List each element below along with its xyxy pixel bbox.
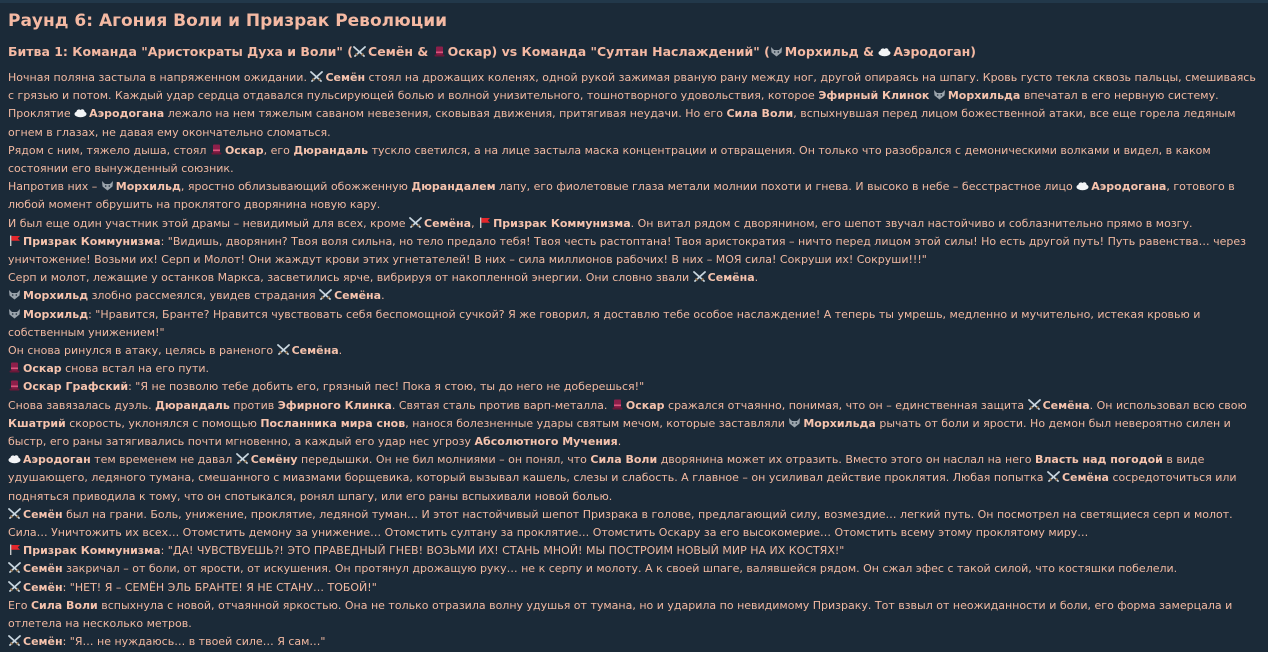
story-paragraph — [8, 451, 1256, 506]
text-run: Его — [8, 598, 31, 612]
red-flag-icon — [8, 544, 21, 555]
crossed-swords-icon — [236, 453, 249, 464]
red-flag-icon — [8, 235, 21, 246]
wolf-icon — [933, 89, 946, 100]
crossed-swords-icon — [1047, 471, 1060, 482]
emphasis-text: Аэродогана — [1091, 180, 1167, 194]
emphasis-text: Морхильд — [23, 307, 89, 321]
emphasis-text: Дюрандаль — [293, 143, 369, 157]
crossed-swords-icon — [693, 271, 706, 282]
text-run: : "Нравится, Бранте? Нравится чувствовать себя беспомощной сучкой? Я же говорил, я доставлю тебе особое наслаждение! А теперь ты умрешь, медленно и мучительно, истекая кровью и собственным унижением!" — [8, 307, 1201, 339]
story-paragraph — [8, 342, 1256, 360]
text-run: : "НЕТ! Я – СЕМЁН ЭЛЬ БРАНТЕ! Я НЕ СТАНУ… ТОБОЙ!" — [62, 580, 377, 594]
story-paragraph — [8, 579, 1256, 597]
text-run: Аэродоган) — [893, 44, 976, 59]
text-run: рычать от боли и ярости. Но демон был невероятно силен и быстр, его раны затягивались почти мгновенно, а каждый его удар нес угрозу — [8, 416, 1231, 449]
text-run: в виде удушающего, ледяного тумана, смешанного с миазмами борщевика, который вызывал кашель, слезы и слабость. А главное – он усиливал действие проклятия. Любая попытка — [8, 453, 1205, 485]
text-run: . — [381, 289, 385, 303]
emphasis-text: Оскар — [625, 398, 665, 412]
text-run: впечатал в его нервную систему. Проклятие — [8, 89, 1219, 121]
top-hat-icon — [210, 144, 223, 155]
text-run: тускло светился, а на лице застыла маска концентрации и отвращения. Он только что разобрался с демоническими волками и видел, в каком состоянии его вынужденный союзник. — [8, 143, 1211, 176]
emphasis-text: Аэродогана — [89, 107, 165, 121]
emphasis-text: Семёна — [334, 289, 382, 303]
story-paragraph — [8, 178, 1256, 214]
text-run: . Он использовал всю свою — [1089, 398, 1247, 412]
story-paragraph — [8, 378, 1256, 396]
text-run: скорость, уклонялся с помощью — [65, 416, 261, 430]
wolf-icon — [770, 46, 783, 57]
text-run: , — [471, 216, 479, 230]
story-paragraph — [8, 269, 1256, 287]
emphasis-text: Семён — [325, 71, 366, 84]
text-run: Оскар) vs Команда "Султан Наслаждений" ( — [447, 44, 770, 59]
wolf-icon — [8, 289, 21, 300]
emphasis-text: Эфирный Клинок — [818, 89, 930, 103]
cloud-icon — [1076, 180, 1089, 191]
text-run: Морхильд & — [784, 44, 879, 59]
emphasis-text: Сила Воли — [30, 598, 98, 612]
text-run: стоял на дрожащих коленях, одной рукой зажимая рваную рану между ног, другой опираясь на шпагу. Кровь густо текла сквозь пальцы, смешиваясь с грязью и потом. Каждый удар сердца отдавался пульсирующей болью и волной унизительного, тошнотворного удовольствия, которое — [8, 71, 1256, 103]
crossed-swords-icon — [277, 344, 290, 355]
top-hat-icon — [611, 399, 624, 410]
text-run: Он снова ринулся в атаку, целясь в раненого — [8, 344, 277, 358]
text-run: . Святая сталь против варп-металла. — [391, 398, 611, 412]
emphasis-text: Морхильд — [23, 289, 89, 303]
text-run: против — [229, 398, 278, 412]
text-run: Рядом с ним, тяжело дыша, стоял — [8, 143, 210, 157]
text-run: : "Видишь, дворянин? Твоя воля сильна, но тело предало тебя! Твоя честь растоптана! Твоя аристократия – ничто перед лицом этой силы! Но есть другой путь! Путь равенства… через уничтожение! Возьми их! Серп и Молот! Они жаждут крови этих угнетателей! В них – сила миллионов рабочих! В них – МОЯ сила! Сокруши их! Сокруши!!!" — [8, 234, 1246, 267]
text-run: был на грани. Боль, унижение, проклятие, ледяной туман… И этот настойчивый шепот Призрака в голове, предлагающий силу, возмездие… легкий путь. Он посмотрел на светящиеся серп и молот. Сила… Уничтожить их всех… Отомстить демону за унижение… Отомстить султану за проклятие… Отомстить Оскару за его высокомерие… Отомстить всему этому проклятому миру… — [8, 507, 1233, 540]
wolf-icon — [788, 417, 801, 428]
emphasis-text: Семён — [23, 635, 63, 649]
crossed-swords-icon — [310, 71, 323, 82]
text-run: : "ДА! ЧУВСТВУЕШЬ?! ЭТО ПРАВЕДНЫЙ ГНЕВ! ВОЗЬМИ ИХ! СТАНЬ МНОЙ! МЫ ПОСТРОИМ НОВЫЙ МИР НА ИХ КОСТЯХ!" — [160, 544, 845, 558]
cloud-icon — [8, 453, 21, 464]
story-paragraph — [8, 360, 1256, 378]
emphasis-text: Дюрандалем — [411, 180, 496, 194]
story-paragraph — [8, 142, 1256, 178]
text-run: закричал – от боли, от ярости, от искушения. Он протянул дрожащую руку… не к серпу и молоту. А к своей шпаге, валявшейся рядом. Он сжал эфес с такой силой, что костяшки побелели. — [62, 562, 1178, 576]
text-run: : "Я… не нуждаюсь… в твоей силе… Я сам…" — [62, 635, 326, 649]
emphasis-text: Призрак Коммунизма — [23, 544, 161, 558]
story-paragraph — [8, 233, 1256, 269]
red-flag-icon — [478, 217, 491, 228]
crossed-swords-icon — [319, 289, 332, 300]
text-run: тем временем не давал — [90, 453, 236, 467]
emphasis-text: Сила Воли — [726, 107, 794, 121]
emphasis-text: Семёна — [291, 344, 339, 358]
top-hat-icon — [433, 46, 446, 57]
emphasis-text: Эфирного Клинка — [277, 398, 392, 412]
crossed-swords-icon — [8, 635, 21, 646]
text-run: , его — [263, 143, 294, 157]
text-run: . — [754, 271, 759, 285]
emphasis-text: Призрак Коммунизма — [493, 216, 631, 230]
crossed-swords-icon — [8, 508, 21, 519]
crossed-swords-icon — [409, 217, 422, 228]
text-run: дворянина может их отразить. Вместо этого он наслал на него — [657, 453, 1035, 467]
top-divider — [0, 0, 1268, 3]
emphasis-text: Семён — [23, 580, 63, 594]
story-paragraph — [8, 215, 1256, 233]
text-run: . — [338, 344, 343, 358]
text-run: лапу, его фиолетовые глаза метали молнии похоти и гнева. И высоко в небе – бесстрастное лицо — [495, 180, 1077, 194]
story-paragraph — [8, 542, 1256, 560]
text-run: , вспыхнувшая перед лицом божественной атаки, все еще горела ледяным огнем в глазах, не давая ему окончательно сломаться. — [8, 107, 1236, 139]
top-hat-icon — [8, 380, 21, 391]
story-paragraph — [8, 287, 1256, 305]
text-run: Ночная поляна застыла в напряженном ожидании. — [8, 71, 311, 84]
text-run: Серп и молот, лежащие у останков Маркса, засветились ярче, вибрируя от накопленной энергии. Они словно звали — [8, 271, 693, 285]
emphasis-text: Кшатрий — [8, 416, 66, 430]
crossed-swords-icon — [1028, 399, 1041, 410]
story-paragraph — [8, 306, 1256, 342]
emphasis-text: Морхильд — [115, 180, 181, 194]
text-run: И был еще один участник этой драмы – невидимый для всех, кроме — [8, 216, 410, 230]
emphasis-text: Призрак Коммунизма — [23, 234, 161, 248]
text-run: . — [617, 435, 622, 449]
emphasis-text: Семёна — [707, 271, 755, 285]
emphasis-text: Сила Воли — [590, 453, 658, 467]
emphasis-text: Семёну — [250, 453, 298, 467]
cloud-icon — [74, 107, 87, 118]
story-paragraph — [8, 597, 1256, 633]
battle-subtitle — [8, 42, 1256, 62]
text-run: , готового в любой момент обрушить на проклятого дворянина новую кару. — [8, 180, 1235, 212]
top-hat-icon — [8, 362, 21, 373]
emphasis-text: Власть над погодой — [1034, 453, 1163, 467]
emphasis-text: Семёна — [1061, 471, 1109, 485]
text-run: Снова завязалась дуэль. — [8, 398, 156, 412]
crossed-swords-icon — [8, 581, 21, 592]
text-run: . Он витал рядом с дворянином, его шепот звучал настойчиво и соблазнительно прямо в мозгу. — [630, 216, 1193, 230]
text-run: лежало на нем тяжелым саваном невезения, сковывая движения, притягивая неудачи. Но его — [164, 107, 727, 121]
emphasis-text: Аэродоган — [23, 453, 91, 467]
text-run: Битва 1: Команда "Аристократы Духа и Воли" ( — [8, 44, 354, 59]
emphasis-text: Семён — [23, 507, 63, 521]
text-run: , яростно облизывающий обожженную — [180, 180, 412, 194]
text-run: передышки. Он не бил молниями – он понял, что — [297, 453, 591, 467]
emphasis-text: Абсолютного Мучения — [474, 435, 618, 449]
story-paragraph — [8, 633, 1256, 651]
emphasis-text: Посланника мира снов — [260, 416, 406, 430]
page-title: Раунд 6: Агония Воли и Призрак Революции — [8, 11, 448, 31]
text-run: Напротив них – — [8, 180, 101, 194]
story-paragraph — [8, 69, 1256, 142]
emphasis-text: Морхильда — [947, 89, 1021, 103]
text-run: сражался отчаянно, понимая, что он – единственная защита — [664, 398, 1028, 412]
text-run: снова встал на его пути. — [61, 362, 209, 376]
cloud-icon — [878, 46, 891, 57]
text-run: : "Я не позволю тебе добить его, грязный пес! Пока я стою, ты до него не доберешься!" — [128, 380, 645, 394]
wolf-icon — [101, 180, 114, 191]
text-run: вспыхнула с новой, отчаянной яркостью. Она не только отразила волну удушья от тумана, но и ударила по невидимому Призраку. Тот взвыл от неожиданности и боли, его форма замерцала и отлетела на несколько метров. — [8, 598, 1233, 631]
story-paragraph — [8, 560, 1256, 578]
emphasis-text: Семёна — [424, 216, 472, 230]
story-paragraph — [8, 506, 1256, 542]
text-run: , нанося болезненные удары святым мечом, которые заставляли — [405, 416, 789, 430]
text-run: Семён & — [368, 44, 433, 59]
emphasis-text: Оскар Графский — [23, 380, 129, 394]
story-body — [8, 69, 1256, 652]
story-paragraph — [8, 397, 1256, 452]
emphasis-text: Оскар — [224, 143, 264, 157]
text-run: злобно рассмеялся, увидев страдания — [88, 289, 320, 303]
crossed-swords-icon — [8, 562, 21, 573]
crossed-swords-icon — [353, 46, 366, 57]
emphasis-text: Семён — [23, 562, 63, 576]
emphasis-text: Оскар — [23, 362, 62, 376]
emphasis-text: Семёна — [1042, 398, 1090, 412]
text-run: сосредоточиться или подняться приводила к тому, что он спотыкался, ронял шпагу, или его раны вспыхивали новой болью. — [8, 471, 1237, 503]
emphasis-text: Дюрандаль — [155, 398, 230, 412]
wolf-icon — [8, 308, 21, 319]
emphasis-text: Морхильда — [803, 416, 876, 430]
